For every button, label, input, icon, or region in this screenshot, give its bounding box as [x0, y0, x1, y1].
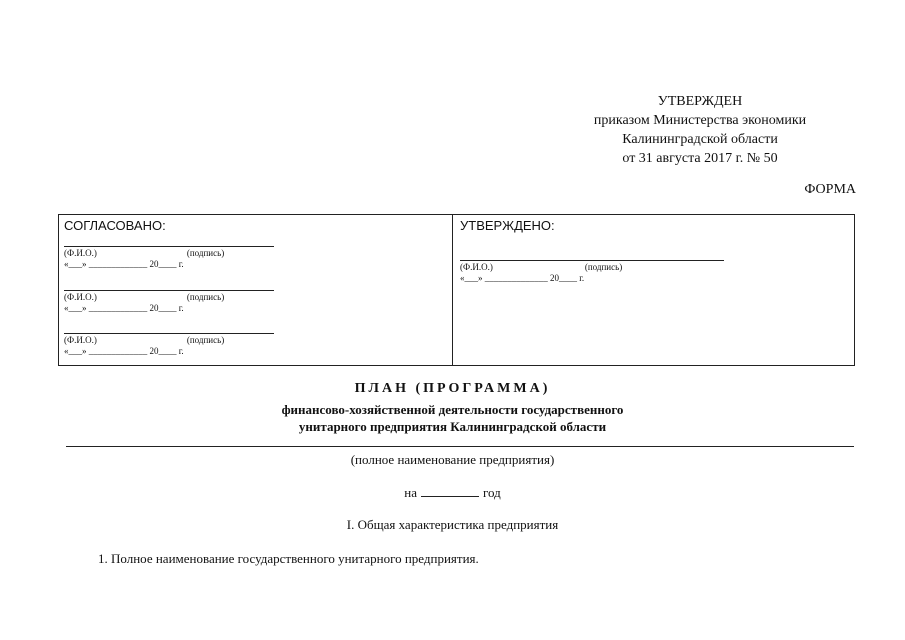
year-blank: [421, 485, 479, 497]
approved-signature-block: [460, 260, 724, 284]
agreed-signature-block-1: [64, 246, 274, 270]
year-prefix: на: [404, 485, 417, 500]
fio-caption: (Ф.И.О.): [64, 335, 97, 345]
plan-year: [0, 485, 905, 501]
section-title: I. Общая характеристика предприятия: [346, 517, 559, 532]
agreed-signature-block-2: [64, 290, 274, 314]
signature-caption: (подпись): [186, 248, 225, 258]
year-suffix: год: [482, 485, 501, 500]
approval-line-1: УТВЕРЖДЕН: [657, 94, 743, 109]
signature-caption: (подпись): [186, 292, 225, 302]
plan-subtitle-line-2: унитарного предприятия Калининградской области: [298, 419, 607, 434]
approval-line-4: от 31 августа 2017 г. № 50: [622, 151, 778, 166]
signature-line: [64, 290, 274, 291]
signature-caption: (подпись): [186, 335, 225, 345]
approval-line-3: Калининградской области: [622, 132, 778, 147]
signature-caption: (подпись): [584, 262, 623, 272]
signature-line: [460, 260, 724, 261]
signature-line: [64, 333, 274, 334]
list-item: 1. Полное наименование государственного унитарного предприятия.: [98, 551, 479, 566]
signature-table: [58, 214, 855, 366]
fio-caption: (Ф.И.О.): [64, 292, 97, 302]
form-label: ФОРМА: [804, 182, 856, 197]
enterprise-name-line: [66, 446, 854, 447]
agreed-title: СОГЛАСОВАНО:: [64, 218, 166, 233]
approval-stamp: [540, 92, 860, 168]
date-line: «___» ______________ 20____ г.: [460, 273, 585, 283]
fio-caption: (Ф.И.О.): [460, 262, 493, 272]
approved-box-title: УТВЕРЖДЕНО:: [460, 218, 555, 233]
date-line: «___» _____________ 20____ г.: [64, 346, 184, 356]
plan-subtitle: [0, 401, 905, 435]
plan-title: ПЛАН (ПРОГРАММА): [354, 381, 551, 396]
plan-subtitle-line-1: финансово-хозяйственной деятельности государственного: [281, 402, 624, 417]
date-line: «___» _____________ 20____ г.: [64, 259, 184, 269]
enterprise-name-caption: (полное наименование предприятия): [350, 452, 555, 467]
fio-caption: (Ф.И.О.): [64, 248, 97, 258]
date-line: «___» _____________ 20____ г.: [64, 303, 184, 313]
signature-table-divider: [452, 215, 453, 365]
agreed-signature-block-3: [64, 333, 274, 357]
approval-line-2: приказом Министерства экономики: [593, 113, 807, 128]
signature-line: [64, 246, 274, 247]
